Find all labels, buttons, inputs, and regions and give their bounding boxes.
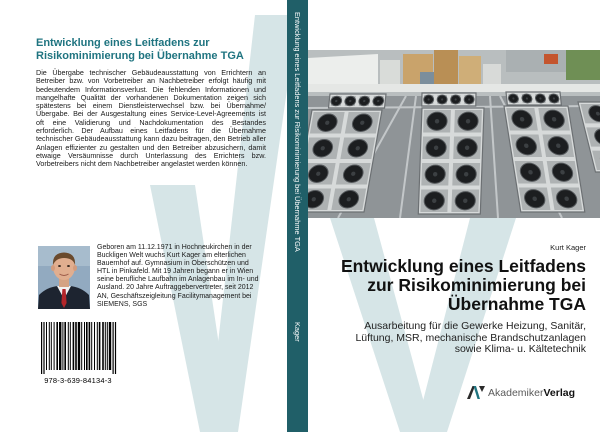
back-cover xyxy=(0,0,287,432)
front-title-line: Entwicklung eines Leitfadens xyxy=(340,256,586,276)
spine-title: Entwicklung eines Leitfadens zur Risikominimierung bei Übernahme TGA xyxy=(293,12,302,252)
av-logo-icon xyxy=(467,386,485,399)
hvac-unit xyxy=(418,108,484,214)
subtitle-line: Lüftung, MSR, mechanische Brandschutzanlagen xyxy=(355,331,586,344)
hvac-unit xyxy=(329,94,386,108)
front-subtitle xyxy=(355,321,586,356)
back-title-line: Risikominimierung bei Übernahme TGA xyxy=(36,50,244,62)
publisher-logo xyxy=(467,386,575,399)
isbn-barcode xyxy=(38,320,118,388)
book-spine xyxy=(287,0,308,432)
front-title-line: zur Risikominimierung bei xyxy=(367,275,586,295)
hvac-unit xyxy=(422,93,476,106)
spine-author: Kager xyxy=(293,322,302,342)
back-title-line: Entwicklung eines Leitfadens zur xyxy=(36,37,210,49)
front-title xyxy=(341,257,586,314)
author-portrait xyxy=(38,246,90,309)
hvac-unit xyxy=(506,92,561,105)
front-author: Kurt Kager xyxy=(550,243,586,252)
back-cover-title xyxy=(36,37,276,63)
subtitle-line: sowie Klima- u. Kältetechnik xyxy=(454,343,586,355)
subtitle-line: Ausarbeitung für die Gewerke Heizung, Sanitär, xyxy=(364,320,586,332)
front-title-line: Übernahme TGA xyxy=(447,294,586,314)
publisher-name-part2: Verlag xyxy=(543,386,575,399)
isbn-number: 978-3-639-84134-3 xyxy=(44,376,112,385)
front-cover xyxy=(308,0,600,432)
publisher-name-part1: Akademiker xyxy=(488,386,544,399)
rooftop-hvac-photo xyxy=(308,50,600,218)
back-cover-blurb: Die Übergabe technischer Gebäudeausstattung von Errichtern an Betreiber bzw. von Vorbetreiber an Nachbetreiber erfolgt häufig mit bedeutendem Informationsverlust. Die fehlenden Informationen und mangelhafte Qualität der vorhandenen Dokumentation zeigen sich spätestens bei einem Dienstleisterwechsel bzw. bei Übernahme/ Übergabe. Bei der Ausgestaltung eines Service-Level-Agreements ist oft eine Validierung und Nachdokumentation des Bestandes erforderlich. Der Aufbau eines Leitfadens für die Übernahme technischer Gebäudeausstattung kann dazu beitragen, den Betrieb aller Anlagen effizienter zu gestalten und den Betreiber abzusichern, damit etwaige Versäumnisse durch Unterlassung des Errichters bzw. Vorbetreibers nicht dem Nachbetreiber angelastet werden können. xyxy=(36,68,266,169)
author-bio: Geboren am 11.12.1971 in Hochneukirchen in der Buckligen Welt wuchs Kurt Kager am elterlichen Bauernhof auf. Gymnasium in Oberschützen und HTL in Pinkafeld. Mit 19 Jahren begann er in Wien seine berufliche Laufbahn im Anlagenbau im In- und Ausland. 20 Jahre Auftraggebervertreter, seit 2012 AN, Geschäftszeigleitung Facilitymanagement bei SIEMENS, SGS xyxy=(97,244,259,308)
barcode-bars xyxy=(38,320,118,376)
